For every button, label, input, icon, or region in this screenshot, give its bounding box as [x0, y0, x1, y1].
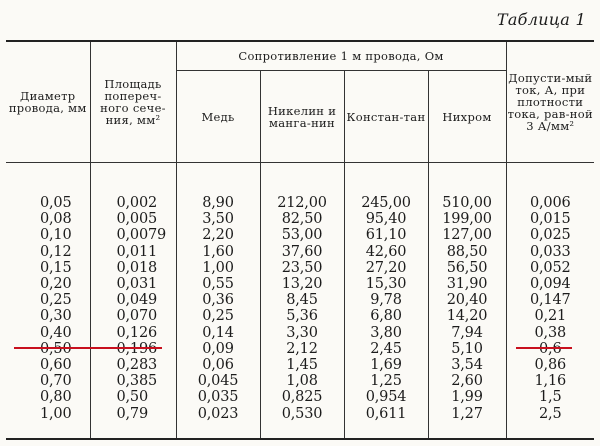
table-cell: 0,035: [176, 389, 260, 405]
table-row: [6, 292, 594, 308]
table-cell: 0,80: [6, 389, 90, 405]
table-cell: 0,09: [176, 341, 260, 357]
table-cell: 0,30: [6, 308, 90, 324]
spacer-row: [6, 163, 594, 196]
table-row: [6, 244, 594, 260]
table-cell: 1,27: [428, 406, 506, 439]
table-cell: 0,023: [176, 406, 260, 439]
table-cell: 0,126: [90, 325, 176, 341]
table-cell: 0,38: [534, 324, 567, 341]
table-cell: 0,018: [90, 260, 176, 276]
table-cell: 2,5: [506, 406, 594, 439]
table-cell: 0,011: [90, 244, 176, 260]
table-cell: 7,94: [428, 325, 506, 341]
table-cell: 0,005: [90, 211, 176, 227]
table-cell: 1,5: [539, 389, 562, 406]
table-caption: Таблица 1: [496, 10, 586, 29]
table-cell: 2,20: [176, 227, 260, 243]
table-cell: 0,05: [6, 195, 90, 211]
table-cell: 3,30: [260, 325, 344, 341]
table-cell: 245,00: [344, 195, 428, 211]
table-cell: 20,40: [428, 292, 506, 308]
header-resistance-group: Сопротивление 1 м провода, Ом: [176, 41, 506, 71]
table-cell: 1,69: [344, 357, 428, 373]
table-cell: 61,10: [344, 227, 428, 243]
table-cell: 6,80: [344, 308, 428, 324]
table-cell: 0,40: [6, 325, 90, 341]
table-cell: 0,611: [344, 406, 428, 439]
table-row: [6, 357, 594, 373]
table-cell: 31,90: [428, 276, 506, 292]
highlight-underline-left: [14, 347, 162, 349]
table-cell: 0,045: [176, 373, 260, 389]
table-cell: 1,45: [260, 357, 344, 373]
table-cell: 0,14: [176, 325, 260, 341]
table-cell: 8,45: [260, 292, 344, 308]
table-cell: 3,80: [344, 325, 428, 341]
table-cell: 0,21: [534, 308, 567, 325]
header-diameter: Диаметр провода, мм: [6, 41, 90, 163]
table-cell: 0,031: [90, 276, 176, 292]
table-cell: 88,50: [428, 244, 506, 260]
header-area: Площадь попереч-ного сече-ния, мм²: [90, 41, 176, 163]
table-row: [6, 227, 594, 243]
table-cell: 0,049: [90, 292, 176, 308]
header-nickeline: Никелин и манга-нин: [260, 71, 344, 163]
table-cell: 1,99: [428, 389, 506, 405]
table-cell: 212,00: [260, 195, 344, 211]
table-cell: 9,78: [344, 292, 428, 308]
table-cell: 0,60: [6, 357, 90, 373]
header-copper: Медь: [176, 71, 260, 163]
table-cell: 14,20: [428, 308, 506, 324]
table-cell: 3,54: [428, 357, 506, 373]
table-cell: 199,00: [428, 211, 506, 227]
table-cell: 0,033: [530, 243, 571, 260]
table-cell: 1,16: [534, 373, 567, 390]
table-row: [6, 195, 594, 211]
highlight-underline-right: [516, 347, 572, 349]
table-cell: 0,283: [90, 357, 176, 373]
table-cell: 0,0079: [90, 227, 176, 243]
table-cell: 0,08: [6, 211, 90, 227]
header-current: Допусти-мый ток, А, при плотности тока, рав-ной 3 А/мм²: [506, 41, 594, 163]
table-cell: 53,00: [260, 227, 344, 243]
table-cell: 0,006: [530, 195, 571, 211]
table-cell: 0,094: [530, 276, 571, 293]
table-cell: 510,00: [428, 195, 506, 211]
table-row: [6, 389, 594, 405]
table-cell: 0,385: [90, 373, 176, 389]
wire-resistance-table: [6, 40, 594, 440]
table-cell: 0,12: [6, 244, 90, 260]
table-cell: 56,50: [428, 260, 506, 276]
table-cell: 27,20: [344, 260, 428, 276]
table-row: [6, 406, 594, 439]
table-cell: 0,25: [6, 292, 90, 308]
table-cell: 2,12: [260, 341, 344, 357]
table-row: [6, 260, 594, 276]
table-cell: 15,30: [344, 276, 428, 292]
table-cell: 0,50: [90, 389, 176, 405]
table-cell: 42,60: [344, 244, 428, 260]
table-cell: 0,147: [530, 292, 571, 309]
table-cell: 0,20: [6, 276, 90, 292]
table-cell: 3,50: [176, 211, 260, 227]
header-nichrome: Нихром: [428, 71, 506, 163]
table-cell: 1,00: [176, 260, 260, 276]
table-cell: 8,90: [176, 195, 260, 211]
table-cell: 0,10: [6, 227, 90, 243]
table-row: [6, 373, 594, 389]
table-cell: 1,60: [176, 244, 260, 260]
table-cell: 0,70: [6, 373, 90, 389]
table-cell: 2,45: [344, 341, 428, 357]
table-row: [6, 308, 594, 324]
table-cell: 0,25: [176, 308, 260, 324]
table-cell: 5,36: [260, 308, 344, 324]
table-cell: 0,06: [176, 357, 260, 373]
table-cell: 13,20: [260, 276, 344, 292]
table-cell: 0,86: [534, 357, 567, 374]
table-row: [6, 276, 594, 292]
table-cell: 0,530: [260, 406, 344, 439]
table-cell: 37,60: [260, 244, 344, 260]
table-cell: 0,015: [530, 211, 571, 228]
table-cell: 0,55: [176, 276, 260, 292]
table-cell: 0,954: [344, 389, 428, 405]
table-cell: 0,825: [260, 389, 344, 405]
table-cell: 95,40: [344, 211, 428, 227]
table-cell: 0,070: [90, 308, 176, 324]
table-row: [6, 211, 594, 227]
table-cell: 0,025: [530, 227, 571, 244]
table-cell: 23,50: [260, 260, 344, 276]
table-cell: 1,25: [344, 373, 428, 389]
table-cell: 2,60: [428, 373, 506, 389]
table-cell: 0,79: [90, 406, 176, 439]
header-constantan: Констан-тан: [344, 71, 428, 163]
table-cell: 127,00: [428, 227, 506, 243]
table-row: [6, 325, 594, 341]
table-cell: 5,10: [428, 341, 506, 357]
table-cell: 1,00: [6, 406, 90, 439]
table-cell: 1,08: [260, 373, 344, 389]
table-cell: 0,052: [530, 259, 571, 276]
table-cell: 0,15: [6, 260, 90, 276]
table-cell: 0,002: [90, 195, 176, 211]
table-cell: 0,36: [176, 292, 260, 308]
table-cell: 82,50: [260, 211, 344, 227]
